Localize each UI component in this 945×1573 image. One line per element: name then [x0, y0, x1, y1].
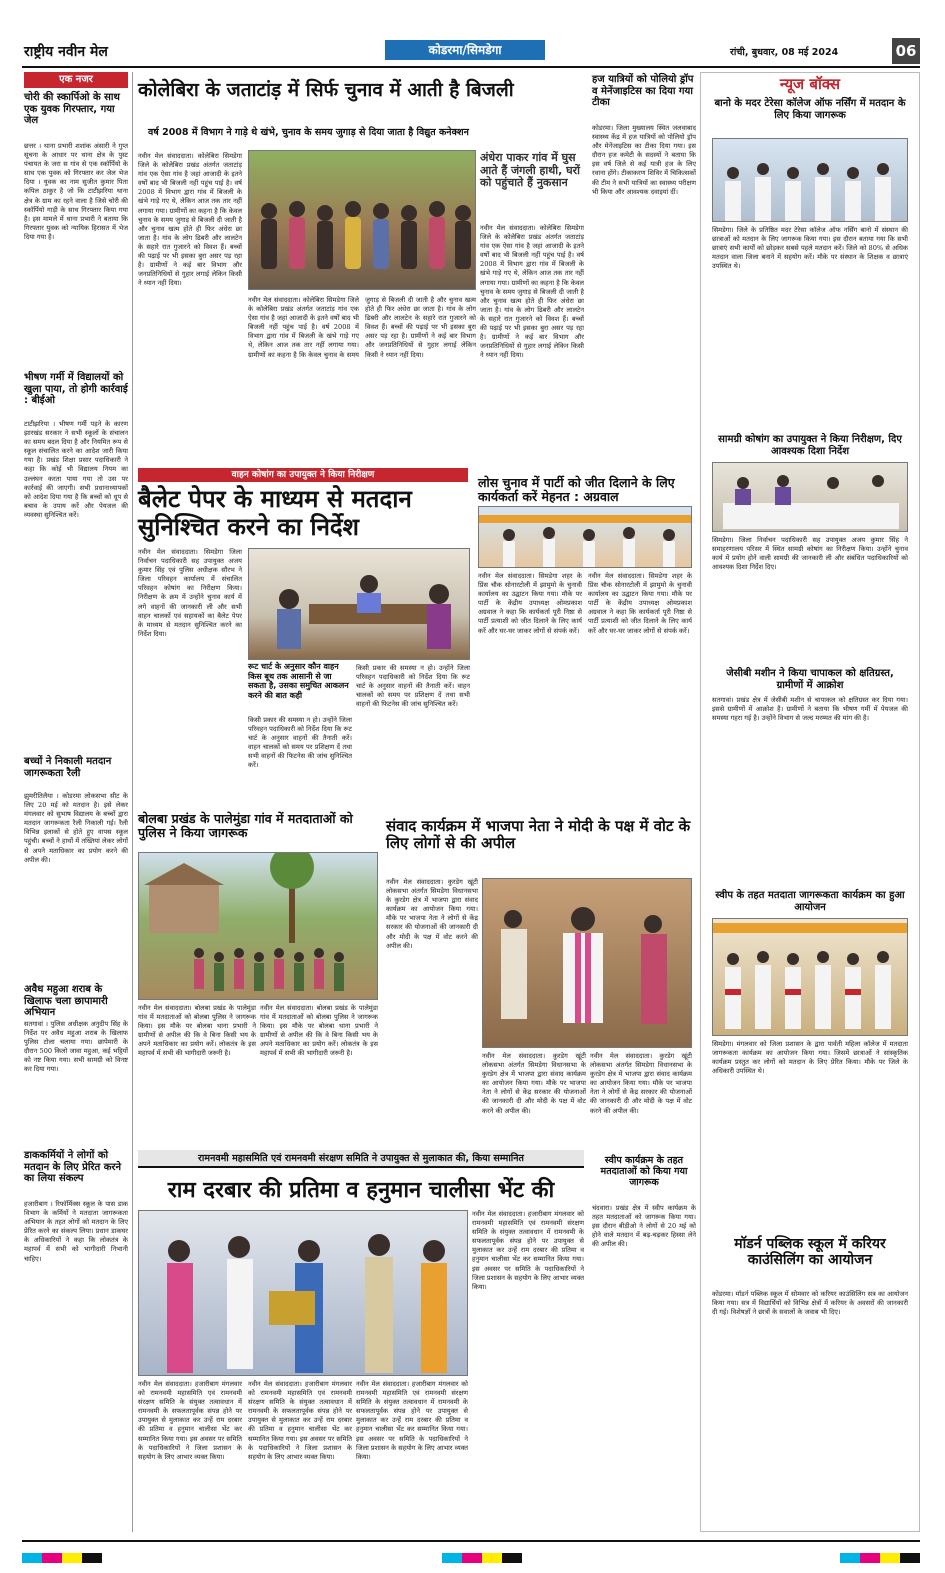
agrawal-body-col1: नवीन मेल संवाददाता। सिमडेगा शहर के प्रिंस चौक सोनारटोली में झामुमो के चुनावी कार्यालय का उद्घाटन किया गया। मौके पर पार्टी के केंद्रीय उपाध्यक्ष ओमप्रकाश अग्रवाल ने कहा कि कार्यकर्ता पूरी निष्ठा से पार्टी प्रत्याशी को जीत दिलाने के लिए कार्य करें और घर-घर जाकर लोगों से संपर्क करें।	[478, 572, 582, 635]
sweep-program-photo	[712, 918, 908, 1036]
village-group-photo	[248, 150, 476, 290]
group-photo-figures	[249, 151, 476, 290]
nursing-college-photo	[712, 138, 908, 222]
modi-body-col2: नवीन मेल संवाददाता। कुरडेग खूंटी लोकसभा अंतर्गत सिमडेगा विधानसभा के कुरडेग क्षेत्र में भाजपा द्वारा संवाद कार्यक्रम का आयोजन किया गया। मौके पर भाजपा नेता ने लोगों से केंद्र सरकार की योजनाओं की जानकारी दी और मोदी के पक्ष में वोट करने की अपील की।	[482, 1052, 586, 1115]
newspaper-name: राष्ट्रीय नवीन मेल	[24, 44, 108, 60]
brief-body-5: हजारीबाग । रिफॉर्मिक्स स्कूल के पास डाक विभाग के कर्मियों ने मतदाता जागरूकता अभियान के तहत लोगों को मतदान के लिए प्रेरित करने का संकल्प लिया। प्रधान डाकघर के अधिकारियों ने कहा कि लोकतंत्र के महापर्व में सभी को भागीदारी निभानी चाहिए।	[24, 1200, 128, 1263]
ramnavami-kicker-bar	[138, 1150, 584, 1168]
brief-title-4: अवैध महुआ शराब के खिलाफ चला छापामारी अभियान	[24, 984, 108, 1018]
news-1-body: सिमडेगा। जिले के प्रतिष्ठित मदर टेरेसा कॉलेज ऑफ नर्सिंग बानो में संस्थान की छात्राओं को मतदान के लिए जागरूक किया गया। इस दौरान बताया गया कि सभी छात्राएं सभी कार्यों को छोड़कर सबसे पहले मतदान करें। जिले को 80% से अधिक मतदान वाला जिला बनाने में सहयोग करें। मौके पर संस्थान के शिक्षक व छात्राएं उपस्थित थे।	[712, 226, 908, 271]
officials-figures	[249, 549, 470, 660]
students-figures	[713, 139, 908, 222]
registration-marks	[22, 1548, 920, 1558]
brief-title-3: बच्चों ने निकाली मतदान जागरूकता रैली	[24, 756, 112, 779]
bolba-body-col2: नवीन मेल संवाददाता। बोलबा प्रखंड के पालेमुंडा गांव में मतदाताओं को बोलबा पुलिस ने जागरूक किया। इस मौके पर बोलबा थाना प्रभारी ने ग्रामीणों से अपील की कि वे बिना किसी भय के अपने मताधिकार का प्रयोग करें। लोकतंत्र के इस महापर्व में सभी की भागीदारी जरूरी है।	[260, 1004, 378, 1058]
inspection-figures	[713, 463, 908, 532]
masthead-rule	[22, 66, 920, 68]
brief-title-2: भीषण गर्मी में विद्यालयों को खुला पाया, तो होगी कार्रवाई : बीईओ	[24, 372, 128, 406]
ballot-body-col3: किसी प्रकार की समस्या न हो। उन्होंने जिला परिवहन पदाधिकारी को निर्देश दिया कि रूट चार्ट के अनुसार वाहनों की तैनाती करें। वाहन चालकों को समय पर प्रशिक्षण दें तथा सभी वाहनों की फिटनेस की जांच सुनिश्चित करें।	[356, 664, 470, 709]
inauguration-photo	[478, 506, 692, 568]
lead-body-col2: नवीन मेल संवाददाता। कोलेबिरा सिमडेगा जिले के कोलेबिरा प्रखंड अंतर्गत जताटांड़ गांव एक ऐसा गांव है जहां आजादी के इतने वर्षों बाद भी बिजली नहीं पहुंच पाई है। वर्ष 2008 में विभाग द्वारा गांव में बिजली के खंभे गाड़े गए थे, लेकिन आज तक तार नहीं लगाया गया। ग्रामीणों का कहना है कि केवल चुनाव के समय जुगाड़ से बिजली दी जाती है और चुनाव खत्म होते ही फिर अंधेरा छा जाता है। गांव के लोग ढिबरी और लालटेन के सहारे रात गुजारने को विवश हैं। बच्चों की पढ़ाई पर भी इसका बुरा असर पड़ रहा है। ग्रामीणों ने कई बार विभाग और जनप्रतिनिधियों से गुहार लगाई लेकिन किसी ने ध्यान नहीं दिया।	[248, 296, 476, 359]
ramnavami-headline: राम दरबार की प्रतिमा व हनुमान चालीसा भेंट की	[167, 1178, 555, 1203]
news-3-body: सतगावां। प्रखंड क्षेत्र में जेसीबी मशीन से चापाकल को क्षतिग्रस्त कर दिया गया। इससे ग्रामीणों में आक्रोश है। ग्रामीणों ने बताया कि भीषण गर्मी में पेयजल की समस्या गहरा गई है। उन्होंने विभाग से जल्द मरम्मत की मांग की है।	[712, 696, 908, 723]
news-2-headline: सामग्री कोषांग का उपायुक्त ने किया निरीक्षण, दिए आवश्यक दिशा निर्देश	[718, 434, 902, 457]
news-4-headline: स्वीप के तहत मतदाता जागरूकता कार्यक्रम का हुआ आयोजन	[715, 890, 905, 913]
brief-title-1: चोरी की स्कार्पिओ के साथ एक युवक गिरफ्तार, गया जेल	[24, 92, 120, 126]
ballot-photo-caption: रूट चार्ट के अनुसार कौन वाहन किस बूथ तक आसानी से जा सकता है, उसका समुचित आकलन करने की बात कही	[248, 662, 349, 700]
brief-body-3: झुमरीतिलैया । कोडरमा लोकसभा सीट के लिए 20 मई को मतदान है। इसे लेकर मंगलवार को सुभाष विद्यालय के बच्चों द्वारा मतदान जागरूकता रैली निकाली गई। रैली विभिन्न इलाकों से होते हुए वापस स्कूल पहुंची। बच्चों ने हाथों में तख्तियां लेकर लोगों से अपने मताधिकार का प्रयोग करने की अपील की।	[24, 792, 128, 864]
modi-body-col3: नवीन मेल संवाददाता। कुरडेग खूंटी लोकसभा अंतर्गत सिमडेगा विधानसभा के कुरडेग क्षेत्र में भाजपा द्वारा संवाद कार्यक्रम का आयोजन किया गया। मौके पर भाजपा नेता ने लोगों से केंद्र सरकार की योजनाओं की जानकारी दी और मोदी के पक्ष में वोट करने की अपील की।	[590, 1052, 692, 1115]
ramnavami-kicker: रामनवमी महासमिति एवं रामनवमी संरक्षण समिति ने उपायुक्त से मुलाकात की, किया सम्मानित	[198, 1153, 524, 1164]
column-divider	[132, 72, 133, 1532]
material-cell-photo	[712, 462, 908, 532]
ballot-body-col1: नवीन मेल संवाददाता। सिमडेगा जिला निर्वाचन पदाधिकारी सह उपायुक्त अजय कुमार सिंह एवं पुलिस अधीक्षक सौरभ ने जिला परिवहन कार्यालय में संचालित परिवहन कोषांग का निरीक्षण किया। निरीक्षण के क्रम में उन्होंने चुनाव कार्य में लगे वाहनों की जानकारी ली और सभी वाहन चालकों एवं सहायकों का बैलेट पेपर के माध्यम से मतदान सुनिश्चित करने का निर्देश दिया।	[138, 548, 242, 638]
inauguration-figures	[479, 507, 692, 568]
ramnavami-body-col2b: नवीन मेल संवाददाता। हजारीबाग मंगलवार को रामनवमी महासमिति एवं रामनवमी संरक्षण समिति के संयुक्त तत्वावधान में रामनवमी के सफलतापूर्वक संपन्न होने पर उपायुक्त से मुलाकात कर उन्हें राम दरबार की प्रतिमा व हनुमान चालीसा भेंट कर सम्मानित किया गया। इस अवसर पर समिति के पदाधिकारियों ने जिला प्रशासन के सहयोग के लिए आभार व्यक्त किया।	[356, 1380, 468, 1461]
brief-title-5: डाककर्मियों ने लोगों को मतदान के लिए प्रेरित करने का लिया संकल्प	[24, 1150, 122, 1184]
haj-body: कोडरमा। जिला मुख्यालय स्थित जलवाबाद स्वास्थ्य केंद्र में हज यात्रियों को पोलियो ड्रॉप और मेनेंजाइटिस का टीका दिया गया। इस दौरान हज कमेटी के सदस्यों ने बताया कि इस वर्ष जिले से कई यात्री हज के लिए रवाना होंगे। टीकाकरण शिविर में चिकित्सकों की टीम ने सभी यात्रियों का स्वास्थ्य परीक्षण भी किया और आवश्यक दवाइयां दीं।	[592, 124, 696, 196]
brief-body-2: टाटीझरिया । भीषण गर्मी पड़ने के कारण झारखंड सरकार ने सभी स्कूलों के संचालन का समय बदल दिया है और नियमित रूप से स्कूल संचालित करने का आदेश जारी किया गया है। प्रखंड शिक्षा प्रसार पदाधिकारी ने कहा कि कोई भी विद्यालय नियम का उल्लंघन करता पाया गया तो उस पर कार्रवाई की जाएगी। सभी प्रधानाध्यापकों को आदेश दिया गया है कि बच्चों को धूप से बचाव के उपाय करें और पेयजल की व्यवस्था सुनिश्चित करें।	[24, 420, 128, 519]
dancers-figures	[713, 919, 908, 1036]
bjp-leader-photo	[482, 878, 692, 1048]
ek-nazar-label: एक नजर	[24, 72, 128, 88]
leader-figures	[483, 879, 692, 1048]
brief-body-4: सतगावां । पुलिस अधीक्षक अनुदीप सिंह के निर्देश पर अवैध महुआ शराब के खिलाफ पुलिस टोला चलाया गया। छापेमारी के दौरान 500 किलो जावा महुआ, कई भट्ठियों को नष्ट किया गया। सभी सामग्री को विनष्ट कर दिया गया।	[24, 1020, 128, 1074]
haj-headline: हज यात्रियों को पोलियो ड्रॉप व मेनेंजाइटिस का दिया गया टीका	[592, 74, 694, 108]
felicitation-figures	[139, 1211, 468, 1376]
news-2-body: सिमडेगा। जिला निर्वाचन पदाधिकारी सह उपायुक्त अजय कुमार सिंह ने समाहरणालय परिसर में स्थित सामग्री कोषांग का निरीक्षण किया। उन्होंने चुनाव कार्य में प्रयोग होने वाली सामग्री की जानकारी ली और संबंधित पदाधिकारियों को आवश्यक दिशा निर्देश दिए।	[712, 536, 908, 572]
news-box-label: न्यूज बॉक्स	[779, 75, 841, 93]
news-5-body: कोडरमा। मॉडर्न पब्लिक स्कूल में सोमवार को करियर काउंसिलिंग सत्र का आयोजन किया गया। सत्र में विद्यार्थियों को विभिन्न क्षेत्रों में करियर के अवसरों की जानकारी दी गई। विशेषज्ञों ने छात्रों के सवालों के जवाब भी दिए।	[712, 1290, 908, 1317]
vehicle-cell-photo	[248, 548, 470, 660]
lead-body-col1: नवीन मेल संवाददाता। कोलेबिरा सिमडेगा जिले के कोलेबिरा प्रखंड अंतर्गत जताटांड़ गांव एक ऐसा गांव है जहां आजादी के इतने वर्षों बाद भी बिजली नहीं पहुंच पाई है। वर्ष 2008 में विभाग द्वारा गांव में बिजली के खंभे गाड़े गए थे, लेकिन आज तक तार नहीं लगाया गया। ग्रामीणों का कहना है कि केवल चुनाव के समय जुगाड़ से बिजली दी जाती है और चुनाव खत्म होते ही फिर अंधेरा छा जाता है। गांव के लोग ढिबरी और लालटेन के सहारे रात गुजारने को विवश हैं। बच्चों की पढ़ाई पर भी इसका बुरा असर पड़ रहा है। ग्रामीणों ने कई बार विभाग और जनप्रतिनिधियों से गुहार लगाई लेकिन किसी ने ध्यान नहीं दिया।	[138, 152, 242, 288]
news-3-headline: जेसीबी मशीन ने किया चापाकल को क्षतिग्रस्त, ग्रामीणों में आक्रोश	[726, 668, 894, 691]
ballot-body-col2: किसी प्रकार की समस्या न हो। उन्होंने जिला परिवहन पदाधिकारी को निर्देश दिया कि रूट चार्ट के अनुसार वाहनों की तैनाती करें। वाहन चालकों को समय पर प्रशिक्षण दें तथा सभी वाहनों की फिटनेस की जांच सुनिश्चित करें।	[248, 716, 352, 770]
agrawal-body-col2: नवीन मेल संवाददाता। सिमडेगा शहर के प्रिंस चौक सोनारटोली में झामुमो के चुनावी कार्यालय का उद्घाटन किया गया। मौके पर पार्टी के केंद्रीय उपाध्यक्ष ओमप्रकाश अग्रवाल ने कहा कि कार्यकर्ता पूरी निष्ठा से पार्टी प्रत्याशी को जीत दिलाने के लिए कार्य करें और घर-घर जाकर लोगों से संपर्क करें।	[588, 572, 692, 635]
cmyk-bar	[22, 1553, 920, 1563]
ramnavami-photo	[138, 1210, 468, 1376]
sweep-headline: स्वीप कार्यक्रम के तहत मतदाताओं को किया गया जागरूक	[600, 1155, 688, 1188]
ballot-kicker: वाहन कोषांग का उपायुक्त ने किया निरीक्षण	[138, 468, 468, 482]
sweep-body: चंदवारा। प्रखंड क्षेत्र में स्वीप कार्यक्रम के तहत मतदाताओं को जागरूक किया गया। इस दौरान बीडीओ ने लोगों से 20 मई को होने वाले मतदान में बढ़-चढ़कर हिस्सा लेने की अपील की।	[592, 1204, 696, 1249]
lead-pullquote: अंधेरा पाकर गांव में घुस आते हैं जंगली हाथी, घरों को पहुंचाते हैं नुकसान	[480, 151, 580, 190]
news-1-headline: बानो के मदर टेरेसा कॉलेज ऑफ नर्सिंग में मतदान के लिए किया जागरूक	[714, 98, 906, 121]
section-label: कोडरमा/सिमडेगा	[385, 40, 545, 60]
dateline: रांची, बुधवार, 08 मई 2024	[730, 47, 839, 58]
ramnavami-body-col2: नवीन मेल संवाददाता। हजारीबाग मंगलवार को रामनवमी महासमिति एवं रामनवमी संरक्षण समिति के संयुक्त तत्वावधान में रामनवमी के सफलतापूर्वक संपन्न होने पर उपायुक्त से मुलाकात कर उन्हें राम दरबार की प्रतिमा व हनुमान चालीसा भेंट कर सम्मानित किया गया। इस अवसर पर समिति के पदाधिकारियों ने जिला प्रशासन के सहयोग के लिए आभार व्यक्त किया।	[248, 1380, 352, 1461]
footer-rule	[22, 1540, 920, 1542]
bolba-village-photo	[138, 852, 378, 1000]
villagers-figures	[139, 853, 378, 1000]
ballot-headline: बैलेट पेपर के माध्यम से मतदान सुनिश्चित करने का निर्देश	[138, 485, 412, 541]
ramnavami-body-col3: नवीन मेल संवाददाता। हजारीबाग मंगलवार को रामनवमी महासमिति एवं रामनवमी संरक्षण समिति के संयुक्त तत्वावधान में रामनवमी के सफलतापूर्वक संपन्न होने पर उपायुक्त से मुलाकात कर उन्हें राम दरबार की प्रतिमा व हनुमान चालीसा भेंट कर सम्मानित किया गया। इस अवसर पर समिति के पदाधिकारियों ने जिला प्रशासन के सहयोग के लिए आभार व्यक्त किया।	[472, 1210, 584, 1291]
news-4-body: सिमडेगा। मंगलवार को जिला प्रशासन के द्वारा पार्वती महिला कॉलेज में मतदाता जागरूकता कार्यक्रम का आयोजन किया गया। जिसमें छात्राओं ने सांस्कृतिक कार्यक्रम प्रस्तुत कर लोगों को मतदान के लिए प्रेरित किया। मौके पर जिले के अधिकारी उपस्थित थे।	[712, 1040, 908, 1076]
bolba-headline: बोलबा प्रखंड के पालेमुंडा गांव में मतदाताओं को पुलिस ने किया जागरूक	[138, 811, 353, 841]
ramnavami-body-col1: नवीन मेल संवाददाता। हजारीबाग मंगलवार को रामनवमी महासमिति एवं रामनवमी संरक्षण समिति के संयुक्त तत्वावधान में रामनवमी के सफलतापूर्वक संपन्न होने पर उपायुक्त से मुलाकात कर उन्हें राम दरबार की प्रतिमा व हनुमान चालीसा भेंट कर सम्मानित किया गया। इस अवसर पर समिति के पदाधिकारियों ने जिला प्रशासन के सहयोग के लिए आभार व्यक्त किया।	[138, 1380, 242, 1461]
modi-body-col1: नवीन मेल संवाददाता। कुरडेग खूंटी लोकसभा अंतर्गत सिमडेगा विधानसभा के कुरडेग क्षेत्र में भाजपा द्वारा संवाद कार्यक्रम का आयोजन किया गया। मौके पर भाजपा नेता ने लोगों से केंद्र सरकार की योजनाओं की जानकारी दी और मोदी के पक्ष में वोट करने की अपील की।	[386, 878, 478, 950]
lead-body-col3: नवीन मेल संवाददाता। कोलेबिरा सिमडेगा जिले के कोलेबिरा प्रखंड अंतर्गत जताटांड़ गांव एक ऐसा गांव है जहां आजादी के इतने वर्षों बाद भी बिजली नहीं पहुंच पाई है। वर्ष 2008 में विभाग द्वारा गांव में बिजली के खंभे गाड़े गए थे, लेकिन आज तक तार नहीं लगाया गया। ग्रामीणों का कहना है कि केवल चुनाव के समय जुगाड़ से बिजली दी जाती है और चुनाव खत्म होते ही फिर अंधेरा छा जाता है। गांव के लोग ढिबरी और लालटेन के सहारे रात गुजारने को विवश हैं। बच्चों की पढ़ाई पर भी इसका बुरा असर पड़ रहा है। ग्रामीणों ने कई बार विभाग और जनप्रतिनिधियों से गुहार लगाई लेकिन किसी ने ध्यान नहीं दिया।	[480, 224, 584, 360]
lead-subheadline: वर्ष 2008 में विभाग ने गाड़े थे खंभे, चुनाव के समय जुगाड़ से दिया जाता है विद्युत कनेक्शन	[148, 127, 469, 138]
page-number: 06	[892, 38, 920, 64]
brief-body-1: छत्तर । थाना प्रभारी शशांक अंसारी ने गुप्त सूचना के आधार पर थाना क्षेत्र के पुस्ट पंचायत के जरा स गांव से एक स्कॉर्पियो के साथ एक युवक को गिरफ्तार कर जेल भेज दिया । युवक का नाम सुजीत कुमार पिता कपिल ठाकुर है जो कि टाटीझरिया थाना क्षेत्र के ग्राम का रहने वाला है जिसे चोरी की स्कॉर्पियो गाड़ी के साथ गिरफ्तार किया गया है। इस मामले में थाना प्रभारी ने बताया कि गिरफ्तार युवक को न्यायिक हिरासत में भेज दिया गया है।	[24, 142, 128, 241]
modi-headline: संवाद कार्यक्रम में भाजपा नेता ने मोदी के पक्ष में वोट के लिए लोगों से की अपील	[386, 817, 691, 853]
lead-headline: कोलेबिरा के जताटांड़ में सिर्फ चुनाव में आती है बिजली	[138, 79, 514, 101]
news-5-headline: मॉडर्न पब्लिक स्कूल में करियर काउंसिलिंग का आयोजन	[734, 1236, 886, 1269]
bolba-body-col1: नवीन मेल संवाददाता। बोलबा प्रखंड के पालेमुंडा गांव में मतदाताओं को बोलबा पुलिस ने जागरूक किया। इस मौके पर बोलबा थाना प्रभारी ने ग्रामीणों से अपील की कि वे बिना किसी भय के अपने मताधिकार का प्रयोग करें। लोकतंत्र के इस महापर्व में सभी की भागीदारी जरूरी है।	[138, 1004, 256, 1058]
agrawal-headline: लोस चुनाव में पार्टी को जीत दिलाने के लिए कार्यकर्ता करें मेहनत : अग्रवाल	[478, 475, 675, 505]
